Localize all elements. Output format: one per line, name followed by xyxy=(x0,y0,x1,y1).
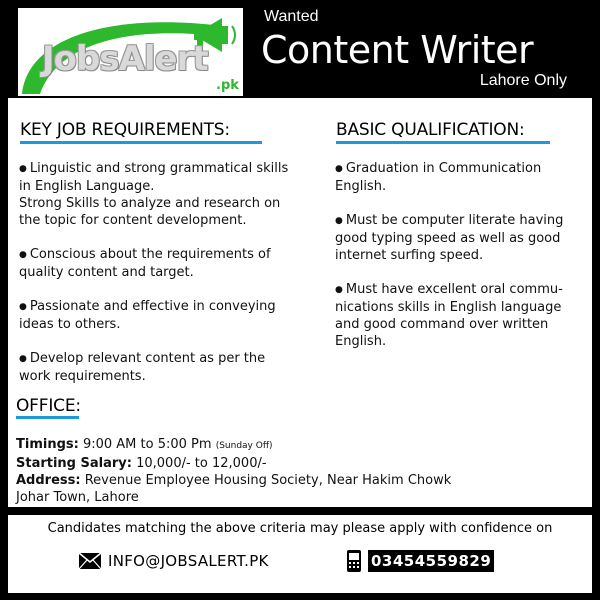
qualification-heading: BASIC QUALIFICATION: xyxy=(336,120,525,140)
bullet-icon: ● xyxy=(19,354,27,364)
address-label: Address: xyxy=(16,473,81,488)
qualification-line: Must be computer literate having xyxy=(345,213,564,228)
bullet-icon: ● xyxy=(19,164,27,174)
requirements-heading-rule xyxy=(20,141,262,144)
address-row xyxy=(16,472,586,489)
office-heading: OFFICE: xyxy=(16,396,81,416)
requirement-item xyxy=(19,160,324,229)
email-address[interactable]: INFO@JOBSALERT.PK xyxy=(108,552,269,570)
qualification-item xyxy=(335,160,590,195)
email-contact[interactable] xyxy=(78,552,269,570)
timings-label: Timings: xyxy=(16,437,79,452)
salary-row xyxy=(16,455,586,472)
bullet-icon: ● xyxy=(335,216,343,226)
timings-value: 9:00 AM to 5:00 Pm xyxy=(82,437,212,452)
qualification-heading-rule xyxy=(336,141,550,144)
qualification-line: nications skills in English language xyxy=(335,300,562,315)
address-line: Johar Town, Lahore xyxy=(16,490,139,505)
requirement-line: Linguistic and strong grammatical skills xyxy=(29,161,289,176)
salary-label: Starting Salary: xyxy=(16,456,132,471)
requirement-line: work requirements. xyxy=(19,369,146,384)
requirement-line: ideas to others. xyxy=(19,317,121,332)
bullet-icon: ● xyxy=(19,250,27,260)
mobile-phone-icon xyxy=(345,549,363,573)
phone-number[interactable]: 03454559829 xyxy=(368,550,494,572)
requirement-line: the topic for content development. xyxy=(19,213,247,228)
office-details xyxy=(16,436,586,506)
timings-note: (Sunday Off) xyxy=(215,441,273,451)
qualification-list xyxy=(335,160,590,367)
job-title: Content Writer xyxy=(261,28,534,72)
qualification-line: Graduation in Communication xyxy=(345,161,542,176)
contact-footer xyxy=(8,515,592,593)
qualification-item xyxy=(335,281,590,350)
qualification-line: English. xyxy=(335,334,387,349)
wanted-label: Wanted xyxy=(264,8,319,25)
details-panel xyxy=(8,98,592,507)
requirement-line: Passionate and effective in conveying xyxy=(29,299,276,314)
logo-text: JobsAlert xyxy=(42,39,208,79)
requirement-line: Strong Skills to analyze and research on xyxy=(19,196,281,211)
qualification-line: and good command over written xyxy=(335,317,549,332)
location-label: Lahore Only xyxy=(479,72,567,89)
requirements-heading: KEY JOB REQUIREMENTS: xyxy=(20,120,230,140)
requirement-line: quality content and target. xyxy=(19,265,194,280)
qualification-line: Must have excellent oral commu- xyxy=(345,282,563,297)
timings-row xyxy=(16,436,586,455)
requirement-item xyxy=(19,298,324,333)
apply-instructions: Candidates matching the above criteria may please apply with confidence on xyxy=(47,521,553,536)
bullet-icon: ● xyxy=(335,164,343,174)
salary-value: 10,000/- to 12,000/- xyxy=(136,456,267,471)
logo xyxy=(18,8,243,96)
header-banner xyxy=(0,0,600,100)
phone-contact[interactable] xyxy=(345,549,494,573)
envelope-icon xyxy=(78,552,102,570)
qualification-line: internet surfing speed. xyxy=(335,248,484,263)
logo-suffix: .pk xyxy=(216,78,239,93)
office-heading-rule xyxy=(16,416,79,419)
requirement-line: Develop relevant content as per the xyxy=(29,351,266,366)
address-line: Revenue Employee Housing Society, Near Hakim Chowk xyxy=(84,473,452,488)
requirements-list xyxy=(19,160,324,402)
qualification-line: English. xyxy=(335,179,387,194)
requirement-line: Conscious about the requirements of xyxy=(29,247,271,262)
requirement-line: in English Language. xyxy=(19,179,155,194)
bullet-icon: ● xyxy=(335,285,343,295)
qualification-item xyxy=(335,212,590,264)
qualification-line: good typing speed as well as good xyxy=(335,231,561,246)
requirement-item xyxy=(19,246,324,281)
requirement-item xyxy=(19,350,324,385)
bullet-icon: ● xyxy=(19,302,27,312)
